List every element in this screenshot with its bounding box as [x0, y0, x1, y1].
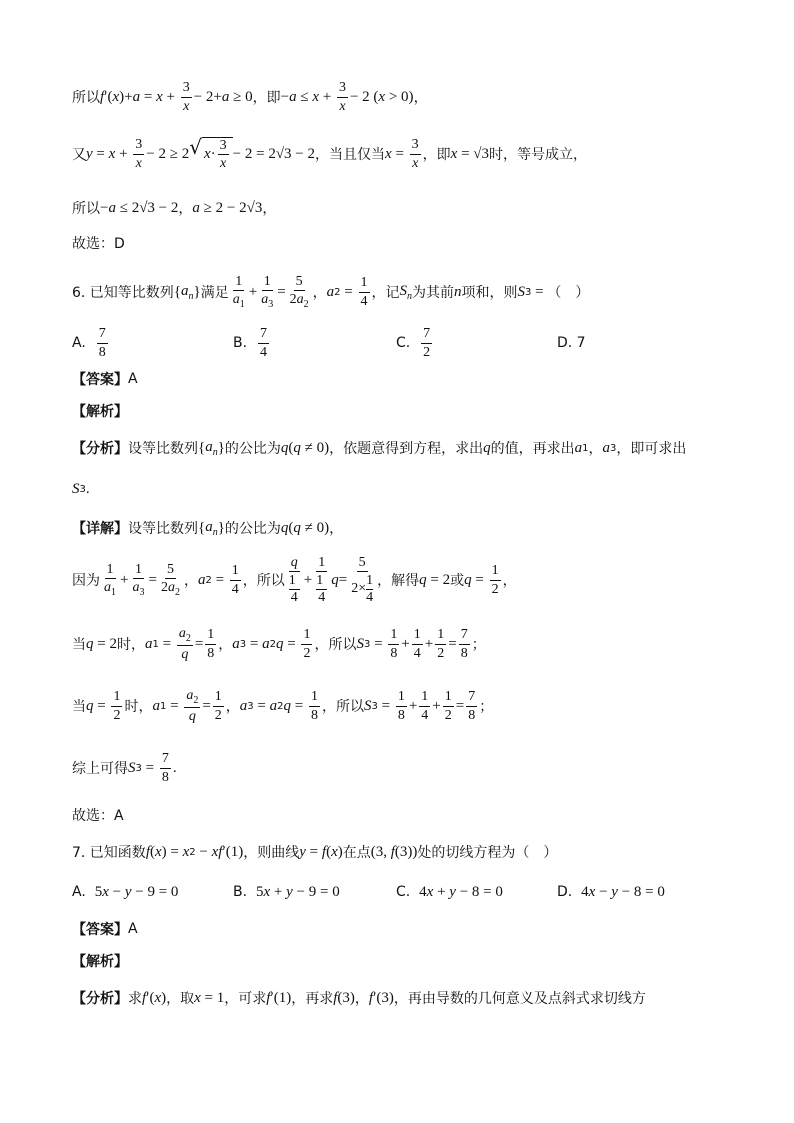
- detail-6-case2: 当 q = $\frac{1}{2}$ 时， a 1 = $\frac{a_2}{q}$ = $\frac{1}{2}$ ， a 3 = a 2 q = $\frac{1}{8}$ ，所以 S 3 = $\frac{1}{8}$ + $\frac{1}{4}$ + $\frac{1}{2}$ = $\frac{7}{8}$ ；: [72, 687, 494, 724]
- text: A: [128, 371, 138, 387]
- text: ，则曲线: [243, 845, 300, 861]
- q7-option-b: B. 5 x + y − 9 = 0: [233, 883, 340, 900]
- question-6: 6. 已知等比数列 { $a_n$ } 满足 $\frac{1}{a_1}$ + $\frac{1}{a_3}$ = $\frac{5}{2a_2}$ ， a 2 = $\frac{1}{4}$ ，记 $S_n$ 为其前 n 项和，则 S 3 = （ ）: [72, 273, 590, 311]
- detail-6-eq: 因为 $\frac{1}{a_1}$ + $\frac{1}{a_3}$ = $\frac{5}{2a_2}$ ， a 2 = $\frac{1}{4}$ ，所以 q 1 4 + 1 1 4 q = 5 2× $\frac{1}{4}$ ，解得 q = 2 或 q = $\frac{1}{2}$ ，: [72, 554, 517, 605]
- text: ，即: [422, 147, 451, 163]
- text: 当: [72, 637, 86, 653]
- text: ，所以: [314, 637, 357, 653]
- text: 6. 已知等比数列: [72, 285, 174, 301]
- q7-option-d: D. 4 x − y − 8 = 0: [557, 883, 665, 900]
- text: 求: [128, 991, 142, 1007]
- detail-6-conclusion: 综上可得 S 3 = $\frac{7}{8}$ .: [72, 751, 177, 785]
- q7-option-c: C. 4 x + y − 8 = 0: [396, 883, 503, 900]
- question-7: 7. 已知函数 f ( x ) = x 2 − xf ′(1) ，则曲线 y = f ( x ) 在点 (3, f (3)) 处的切线方程为（ ）: [72, 843, 558, 861]
- text: 或: [450, 573, 465, 589]
- text: ，记: [371, 285, 400, 301]
- text: ，再求: [291, 991, 334, 1007]
- text: 的公比为: [224, 441, 281, 457]
- q7-option-a: A. 5 x − y − 9 = 0: [72, 883, 179, 900]
- text: ，所以: [242, 573, 285, 589]
- text: 【详解】: [72, 521, 128, 537]
- text: 时，: [116, 637, 145, 653]
- option-c: C. $\frac{7}{2}$: [396, 326, 431, 360]
- text: 在点: [342, 845, 371, 861]
- analysis-6: 【分析】 设等比数列 { $a_n$ } 的公比为 q ( q ≠ 0) ，依题意得到方程，求出 q 的值，再求出 a 1 ， a 3 ，即可求出: [72, 438, 687, 458]
- text: 【答案】: [72, 372, 128, 388]
- text: ，可求: [224, 991, 267, 1007]
- text: 项和，则: [461, 285, 518, 301]
- text: D.: [557, 884, 573, 900]
- detail-6-case1: 当 q = 2 时， a 1 = $\frac{a_2}{q}$ = $\frac{1}{8}$ ， a 3 = a 2 q = $\frac{1}{2}$ ，所以 S 3 = $\frac{1}{8}$ + $\frac{1}{4}$ + $\frac{1}{2}$ = $\frac{7}{8}$ ；: [72, 625, 486, 662]
- text: ，即: [252, 90, 281, 106]
- text: 所以: [72, 90, 100, 106]
- jiexi-7: [72, 950, 734, 972]
- option-b: B. $\frac{7}{4}$: [233, 326, 267, 360]
- jiexi-6: [72, 400, 734, 422]
- text: ，: [178, 201, 193, 217]
- text: 7. 已知函数: [72, 845, 146, 861]
- text: 的公比为: [224, 521, 281, 537]
- answer-6: [72, 368, 734, 390]
- text: 的值，再求出: [490, 441, 575, 457]
- text: 【分析】: [72, 991, 128, 1007]
- text: C.: [396, 335, 411, 351]
- text: ，取: [166, 991, 195, 1007]
- text: ，当且仅当: [315, 147, 386, 163]
- answer-7: [72, 918, 734, 940]
- text: 时，等号成立，: [489, 147, 588, 163]
- text: A.: [72, 884, 86, 900]
- text: 故选：D: [72, 236, 125, 252]
- text: ，: [413, 90, 428, 106]
- text: ，依题意得到方程，求出: [329, 441, 484, 457]
- text: A.: [72, 335, 86, 351]
- text: B.: [233, 884, 248, 900]
- text: 综上可得: [72, 761, 128, 777]
- analysis-7: 【分析】 求 f ′( x ) ，取 x = 1 ，可求 f ′(1) ，再求 f (3) ， f ′(3) ，再由导数的几何意义及点斜式求切线方: [72, 989, 646, 1007]
- line-4: [72, 232, 734, 254]
- text: 故选：A: [72, 808, 124, 824]
- text: 【答案】: [72, 922, 128, 938]
- text: A: [128, 921, 138, 937]
- text: 处的切线方程为（ ）: [417, 845, 558, 861]
- text: 【解析】: [72, 954, 128, 970]
- detail-6: 【详解】 设等比数列 { $a_n$ } 的公比为 q ( q ≠ 0) ，: [72, 518, 344, 538]
- text: 为其前: [412, 285, 454, 301]
- text: 所以: [72, 201, 100, 217]
- text: 设等比数列: [128, 521, 198, 537]
- text: 设等比数列: [128, 441, 198, 457]
- line-2: 又 y = x + $\frac{3}{x}$ − 2 ≥ 2 √ x · $\frac{3}{x}$ − 2 = 2√3 − 2 ，当且仅当 x = $\frac{3}{x}$ ，即 x = √3 时，等号成立，: [72, 134, 588, 171]
- text: （ ）: [547, 285, 590, 301]
- line-1: 所以 f ′( x )+ a = x + $\frac{3}{x}$ − 2+ a ≥ 0 ，即 − a ≤ x + $\frac{3}{x}$ − 2 ( x > 0) ，: [72, 80, 428, 114]
- text: 因为: [72, 573, 100, 589]
- text: 满足: [200, 285, 229, 301]
- text: 又: [72, 147, 86, 163]
- text: C.: [396, 884, 411, 900]
- text: D. 7: [557, 335, 586, 351]
- line-3: 所以 − a ≤ 2√3 − 2 ， a ≥ 2 − 2√3 ，: [72, 199, 277, 217]
- option-a: A. $\frac{7}{8}$: [72, 326, 106, 360]
- text: ，再由导数的几何意义及点斜式求切线方: [393, 991, 646, 1007]
- text: ，解得: [377, 573, 420, 589]
- option-d: [557, 326, 586, 360]
- text: ，即可求出: [616, 441, 687, 457]
- analysis-6-cont: S 3 .: [72, 480, 90, 497]
- guxuan-6: [72, 804, 734, 826]
- text: 【分析】: [72, 441, 128, 457]
- text: 【解析】: [72, 404, 128, 420]
- text: B.: [233, 335, 248, 351]
